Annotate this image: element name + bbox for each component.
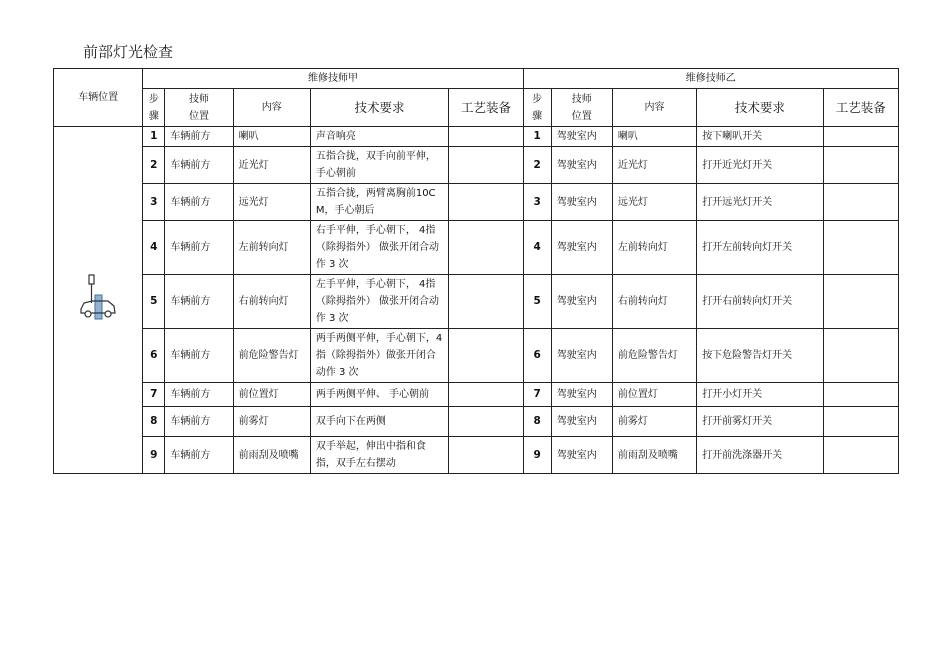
- b-content-header: 内容: [612, 89, 696, 127]
- a-tech-req-cell: 双手举起，伸出中指和食指，双手左右摆动: [310, 437, 448, 474]
- b-tech-position-cell: 驾驶室内: [551, 329, 612, 383]
- b-equipment-cell: [823, 147, 898, 184]
- b-tech-position-cell: 驾驶室内: [551, 383, 612, 407]
- vehicle-position-cell: [54, 127, 143, 474]
- b-equipment-cell: [823, 221, 898, 275]
- b-equipment-cell: [823, 383, 898, 407]
- b-equipment-cell: [823, 407, 898, 437]
- page-title: 前部灯光检查: [83, 43, 174, 61]
- a-tech-position-cell: 车辆前方: [165, 437, 233, 474]
- b-tech-position-cell: 驾驶室内: [551, 147, 612, 184]
- table-row: [54, 147, 899, 184]
- table-row: [54, 329, 899, 383]
- b-equipment-header: 工艺装备: [823, 89, 898, 127]
- b-equipment-cell: [823, 275, 898, 329]
- a-tech-req-cell: 双手向下在两侧: [310, 407, 448, 437]
- b-tech-req-cell: 按下危险警告灯开关: [697, 329, 823, 383]
- b-tech-position-cell: 驾驶室内: [551, 221, 612, 275]
- b-tech-req-cell: 打开左前转向灯开关: [697, 221, 823, 275]
- a-step-cell: 8: [143, 407, 165, 437]
- b-step-cell: 7: [523, 383, 551, 407]
- b-tech-req-cell: 打开右前转向灯开关: [697, 275, 823, 329]
- b-content-cell: 左前转向灯: [612, 221, 696, 275]
- b-equipment-cell: [823, 127, 898, 147]
- b-tech-position-cell: 驾驶室内: [551, 127, 612, 147]
- a-tech-req-cell: 右手平伸，手心朝下， 4指（除拇指外） 做张开闭合动作 3 次: [310, 221, 448, 275]
- b-step-cell: 1: [523, 127, 551, 147]
- b-step-cell: 3: [523, 184, 551, 221]
- b-tech-position-cell: 驾驶室内: [551, 407, 612, 437]
- a-tech-position-header: 技师 位置: [165, 89, 233, 127]
- b-content-cell: 前位置灯: [612, 383, 696, 407]
- b-step-cell: 5: [523, 275, 551, 329]
- b-content-cell: 前危险警告灯: [612, 329, 696, 383]
- a-content-cell: 远光灯: [233, 184, 310, 221]
- table-row: [54, 407, 899, 437]
- b-content-cell: 前雨刮及喷嘴: [612, 437, 696, 474]
- b-equipment-cell: [823, 184, 898, 221]
- a-content-cell: 喇叭: [233, 127, 310, 147]
- a-equipment-cell: [449, 184, 523, 221]
- a-step-cell: 7: [143, 383, 165, 407]
- b-content-cell: 前雾灯: [612, 407, 696, 437]
- a-step-cell: 1: [143, 127, 165, 147]
- table-row: [54, 275, 899, 329]
- a-equipment-cell: [449, 407, 523, 437]
- b-step-cell: 8: [523, 407, 551, 437]
- a-step-cell: 3: [143, 184, 165, 221]
- table-row: [54, 127, 899, 147]
- a-equipment-cell: [449, 437, 523, 474]
- a-tech-req-cell: 五指合拢，双手向前平伸，手心朝前: [310, 147, 448, 184]
- a-tech-req-cell: 两手两侧平伸，手心朝下，4 指（除拇指外）做张开闭合动作 3 次: [310, 329, 448, 383]
- a-tech-req-cell: 五指合拢，两臂离胸前10CM，手心朝后: [310, 184, 448, 221]
- b-tech-position-cell: 驾驶室内: [551, 275, 612, 329]
- b-equipment-cell: [823, 329, 898, 383]
- table-row: [54, 383, 899, 407]
- a-equipment-cell: [449, 221, 523, 275]
- b-content-cell: 右前转向灯: [612, 275, 696, 329]
- b-step-cell: 9: [523, 437, 551, 474]
- b-tech-req-cell: 按下喇叭开关: [697, 127, 823, 147]
- a-content-cell: 右前转向灯: [233, 275, 310, 329]
- a-tech-req-header: 技术要求: [310, 89, 448, 127]
- a-content-cell: 近光灯: [233, 147, 310, 184]
- a-content-cell: 前危险警告灯: [233, 329, 310, 383]
- a-tech-position-cell: 车辆前方: [165, 329, 233, 383]
- b-tech-position-cell: 驾驶室内: [551, 184, 612, 221]
- b-step-cell: 2: [523, 147, 551, 184]
- light-check-table: [53, 68, 899, 474]
- b-equipment-cell: [823, 437, 898, 474]
- a-tech-position-cell: 车辆前方: [165, 127, 233, 147]
- a-tech-req-cell: 左手平伸，手心朝下， 4指（除拇指外） 做张开闭合动作 3 次: [310, 275, 448, 329]
- a-content-cell: 前雨刮及喷嘴: [233, 437, 310, 474]
- tech-b-header: 维修技师乙: [523, 69, 898, 89]
- a-content-header: 内容: [233, 89, 310, 127]
- a-equipment-cell: [449, 383, 523, 407]
- b-tech-req-cell: 打开小灯开关: [697, 383, 823, 407]
- b-tech-req-cell: 打开前雾灯开关: [697, 407, 823, 437]
- b-content-cell: 喇叭: [612, 127, 696, 147]
- a-equipment-cell: [449, 329, 523, 383]
- a-content-cell: 左前转向灯: [233, 221, 310, 275]
- a-tech-position-cell: 车辆前方: [165, 221, 233, 275]
- b-content-cell: 远光灯: [612, 184, 696, 221]
- b-step-cell: 6: [523, 329, 551, 383]
- vehicle-position-header: 车辆位置: [54, 69, 143, 127]
- table-row: [54, 221, 899, 275]
- tech-a-header: 维修技师甲: [143, 69, 523, 89]
- a-step-cell: 5: [143, 275, 165, 329]
- a-step-cell: 9: [143, 437, 165, 474]
- b-content-cell: 近光灯: [612, 147, 696, 184]
- b-tech-req-header: 技术要求: [697, 89, 823, 127]
- a-step-cell: 2: [143, 147, 165, 184]
- b-tech-req-cell: 打开远光灯开关: [697, 184, 823, 221]
- a-tech-position-cell: 车辆前方: [165, 275, 233, 329]
- a-tech-position-cell: 车辆前方: [165, 147, 233, 184]
- b-step-cell: 4: [523, 221, 551, 275]
- a-equipment-header: 工艺装备: [449, 89, 523, 127]
- a-step-cell: 4: [143, 221, 165, 275]
- a-content-cell: 前位置灯: [233, 383, 310, 407]
- a-equipment-cell: [449, 147, 523, 184]
- a-step-cell: 6: [143, 329, 165, 383]
- b-tech-req-cell: 打开前洗涤器开关: [697, 437, 823, 474]
- a-tech-position-cell: 车辆前方: [165, 383, 233, 407]
- a-equipment-cell: [449, 127, 523, 147]
- a-equipment-cell: [449, 275, 523, 329]
- a-tech-req-cell: 声音响亮: [310, 127, 448, 147]
- a-tech-position-cell: 车辆前方: [165, 407, 233, 437]
- b-step-header: 步 骤: [523, 89, 551, 127]
- b-tech-position-cell: 驾驶室内: [551, 437, 612, 474]
- b-tech-req-cell: 打开近光灯开关: [697, 147, 823, 184]
- a-tech-position-cell: 车辆前方: [165, 184, 233, 221]
- table-row: [54, 184, 899, 221]
- a-step-header: 步 骤: [143, 89, 165, 127]
- table-row: [54, 437, 899, 474]
- b-tech-position-header: 技师 位置: [551, 89, 612, 127]
- a-content-cell: 前雾灯: [233, 407, 310, 437]
- a-tech-req-cell: 两手两侧平伸、 手心朝前: [310, 383, 448, 407]
- car-with-lift-icon: [78, 273, 118, 321]
